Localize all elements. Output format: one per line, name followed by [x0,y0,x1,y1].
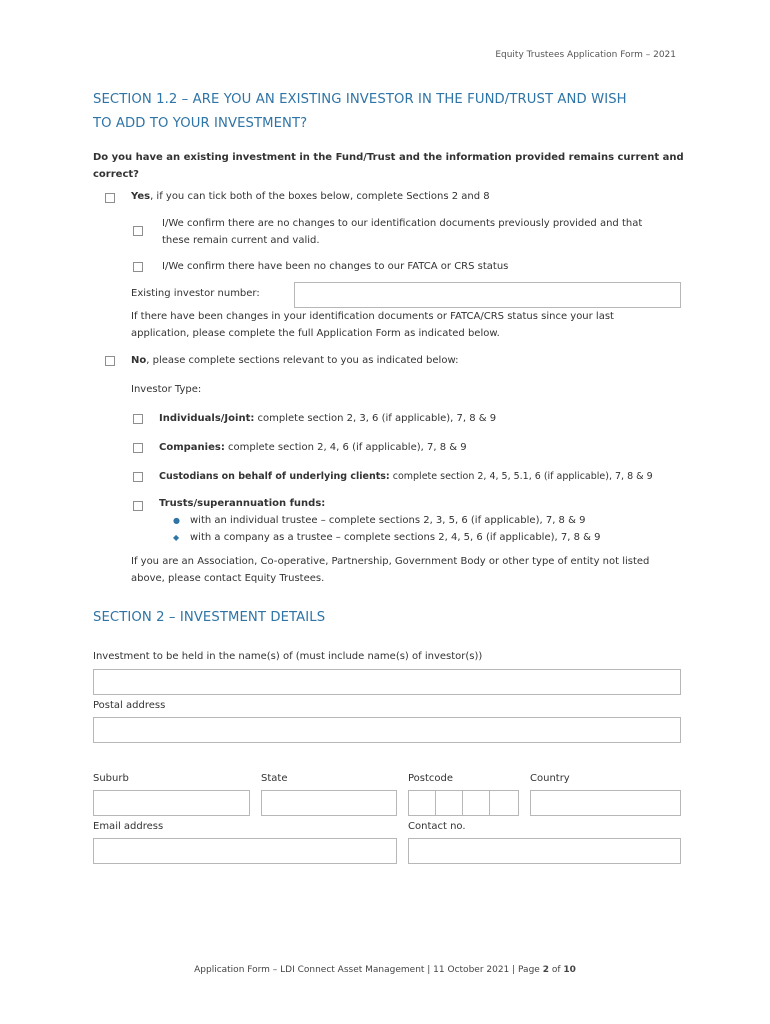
postal-address-field[interactable] [93,717,681,743]
section-2-title: SECTION 2 – INVESTMENT DETAILS [93,610,326,625]
postcode-field[interactable] [408,790,518,814]
note-line: If there have been changes in your identification documents or FATCA/CRS status since your last [131,311,614,322]
investor-type-individuals [159,410,496,427]
note-line: application, please complete the full Application Form as indicated below. [131,328,500,339]
type-bold: Custodians on behalf of underlying clients: [159,471,390,482]
trust-bullet-individual: with an individual trustee – complete sections 2, 3, 5, 6 (if applicable), 7, 8 & 9 [190,515,586,526]
confirm-id-docs-checkbox[interactable] [133,226,143,236]
note-line: above, please contact Equity Trustees. [131,573,325,584]
no-option-label [131,352,458,369]
investor-type-custodians [159,468,653,485]
companies-checkbox[interactable] [133,443,143,453]
investment-name-label: Investment to be held in the name(s) of (must include name(s) of investor(s)) [93,651,483,662]
bullet-dot: ● [173,516,180,525]
yes-bold: Yes [131,191,151,202]
type-rest: complete section 2, 3, 6 (if applicable), 7, 8 & 9 [254,413,497,424]
no-checkbox[interactable] [105,356,115,366]
state-field[interactable] [261,790,397,816]
type-rest: complete section 2, 4, 5, 5.1, 6 (if applicable), 7, 8 & 9 [389,471,653,482]
investor-type-label: Investor Type: [131,384,202,395]
section-title-line: TO ADD TO YOUR INVESTMENT? [93,116,308,131]
contact-field[interactable] [408,838,681,864]
page-number: 2 [542,965,549,975]
investment-name-field[interactable] [93,669,681,695]
individuals-checkbox[interactable] [133,414,143,424]
bullet-dot: ◆ [173,533,180,542]
other-entity-note [131,553,649,587]
section-title-line: SECTION 1.2 – ARE YOU AN EXISTING INVESTOR IN THE FUND/TRUST AND WISH [93,92,627,107]
existing-investment-question [93,149,684,183]
confirm-line: these remain current and valid. [162,235,320,246]
suburb-label: Suburb [93,773,129,784]
changes-note [131,308,614,342]
type-bold: Companies: [159,442,225,453]
investor-type-trusts: Trusts/superannuation funds: [159,498,326,509]
trust-bullet-company: with a company as a trustee – complete sections 2, 4, 5, 6 (if applicable), 7, 8 & 9 [190,532,601,543]
email-field[interactable] [93,838,397,864]
country-field[interactable] [530,790,681,816]
question-line: correct? [93,169,139,180]
yes-option-label [131,188,490,205]
postcode-digit-box[interactable] [408,790,436,816]
postcode-digit-box[interactable] [489,790,519,816]
page-total: 10 [563,965,576,975]
email-label: Email address [93,821,164,832]
suburb-field[interactable] [93,790,250,816]
document-header: Equity Trustees Application Form – 2021 [495,50,676,60]
footer-of: of [548,965,564,975]
postcode-label: Postcode [408,773,454,784]
postal-address-label: Postal address [93,700,166,711]
postcode-digit-box[interactable] [462,790,490,816]
country-label: Country [530,773,570,784]
page-footer [0,965,770,975]
yes-rest: , if you can tick both of the boxes below, complete Sections 2 and 8 [150,191,490,202]
contact-label: Contact no. [408,821,466,832]
confirm-line: I/We confirm there are no changes to our identification documents previously provided and that [162,218,643,229]
no-bold: No [131,355,147,366]
note-line: If you are an Association, Co-operative, Partnership, Government Body or other type of entity not listed [131,556,650,567]
confirm-fatca-checkbox[interactable] [133,262,143,272]
type-bold: Individuals/Joint: [159,413,255,424]
existing-investor-number-label: Existing investor number: [131,288,260,299]
question-line: Do you have an existing investment in the Fund/Trust and the information provided remains current and [93,152,684,163]
existing-investor-number-field[interactable] [294,282,681,308]
section-1-2-title [93,88,627,136]
postcode-digit-box[interactable] [435,790,463,816]
state-label: State [261,773,288,784]
yes-checkbox[interactable] [105,193,115,203]
no-rest: , please complete sections relevant to you as indicated below: [146,355,459,366]
confirm-id-docs-label [162,215,642,249]
custodians-checkbox[interactable] [133,472,143,482]
confirm-fatca-label: I/We confirm there have been no changes to our FATCA or CRS status [162,261,509,272]
footer-text: Application Form – LDI Connect Asset Management | 11 October 2021 | Page [194,965,543,975]
investor-type-companies [159,439,467,456]
type-rest: complete section 2, 4, 6 (if applicable), 7, 8 & 9 [224,442,467,453]
trusts-checkbox[interactable] [133,501,143,511]
